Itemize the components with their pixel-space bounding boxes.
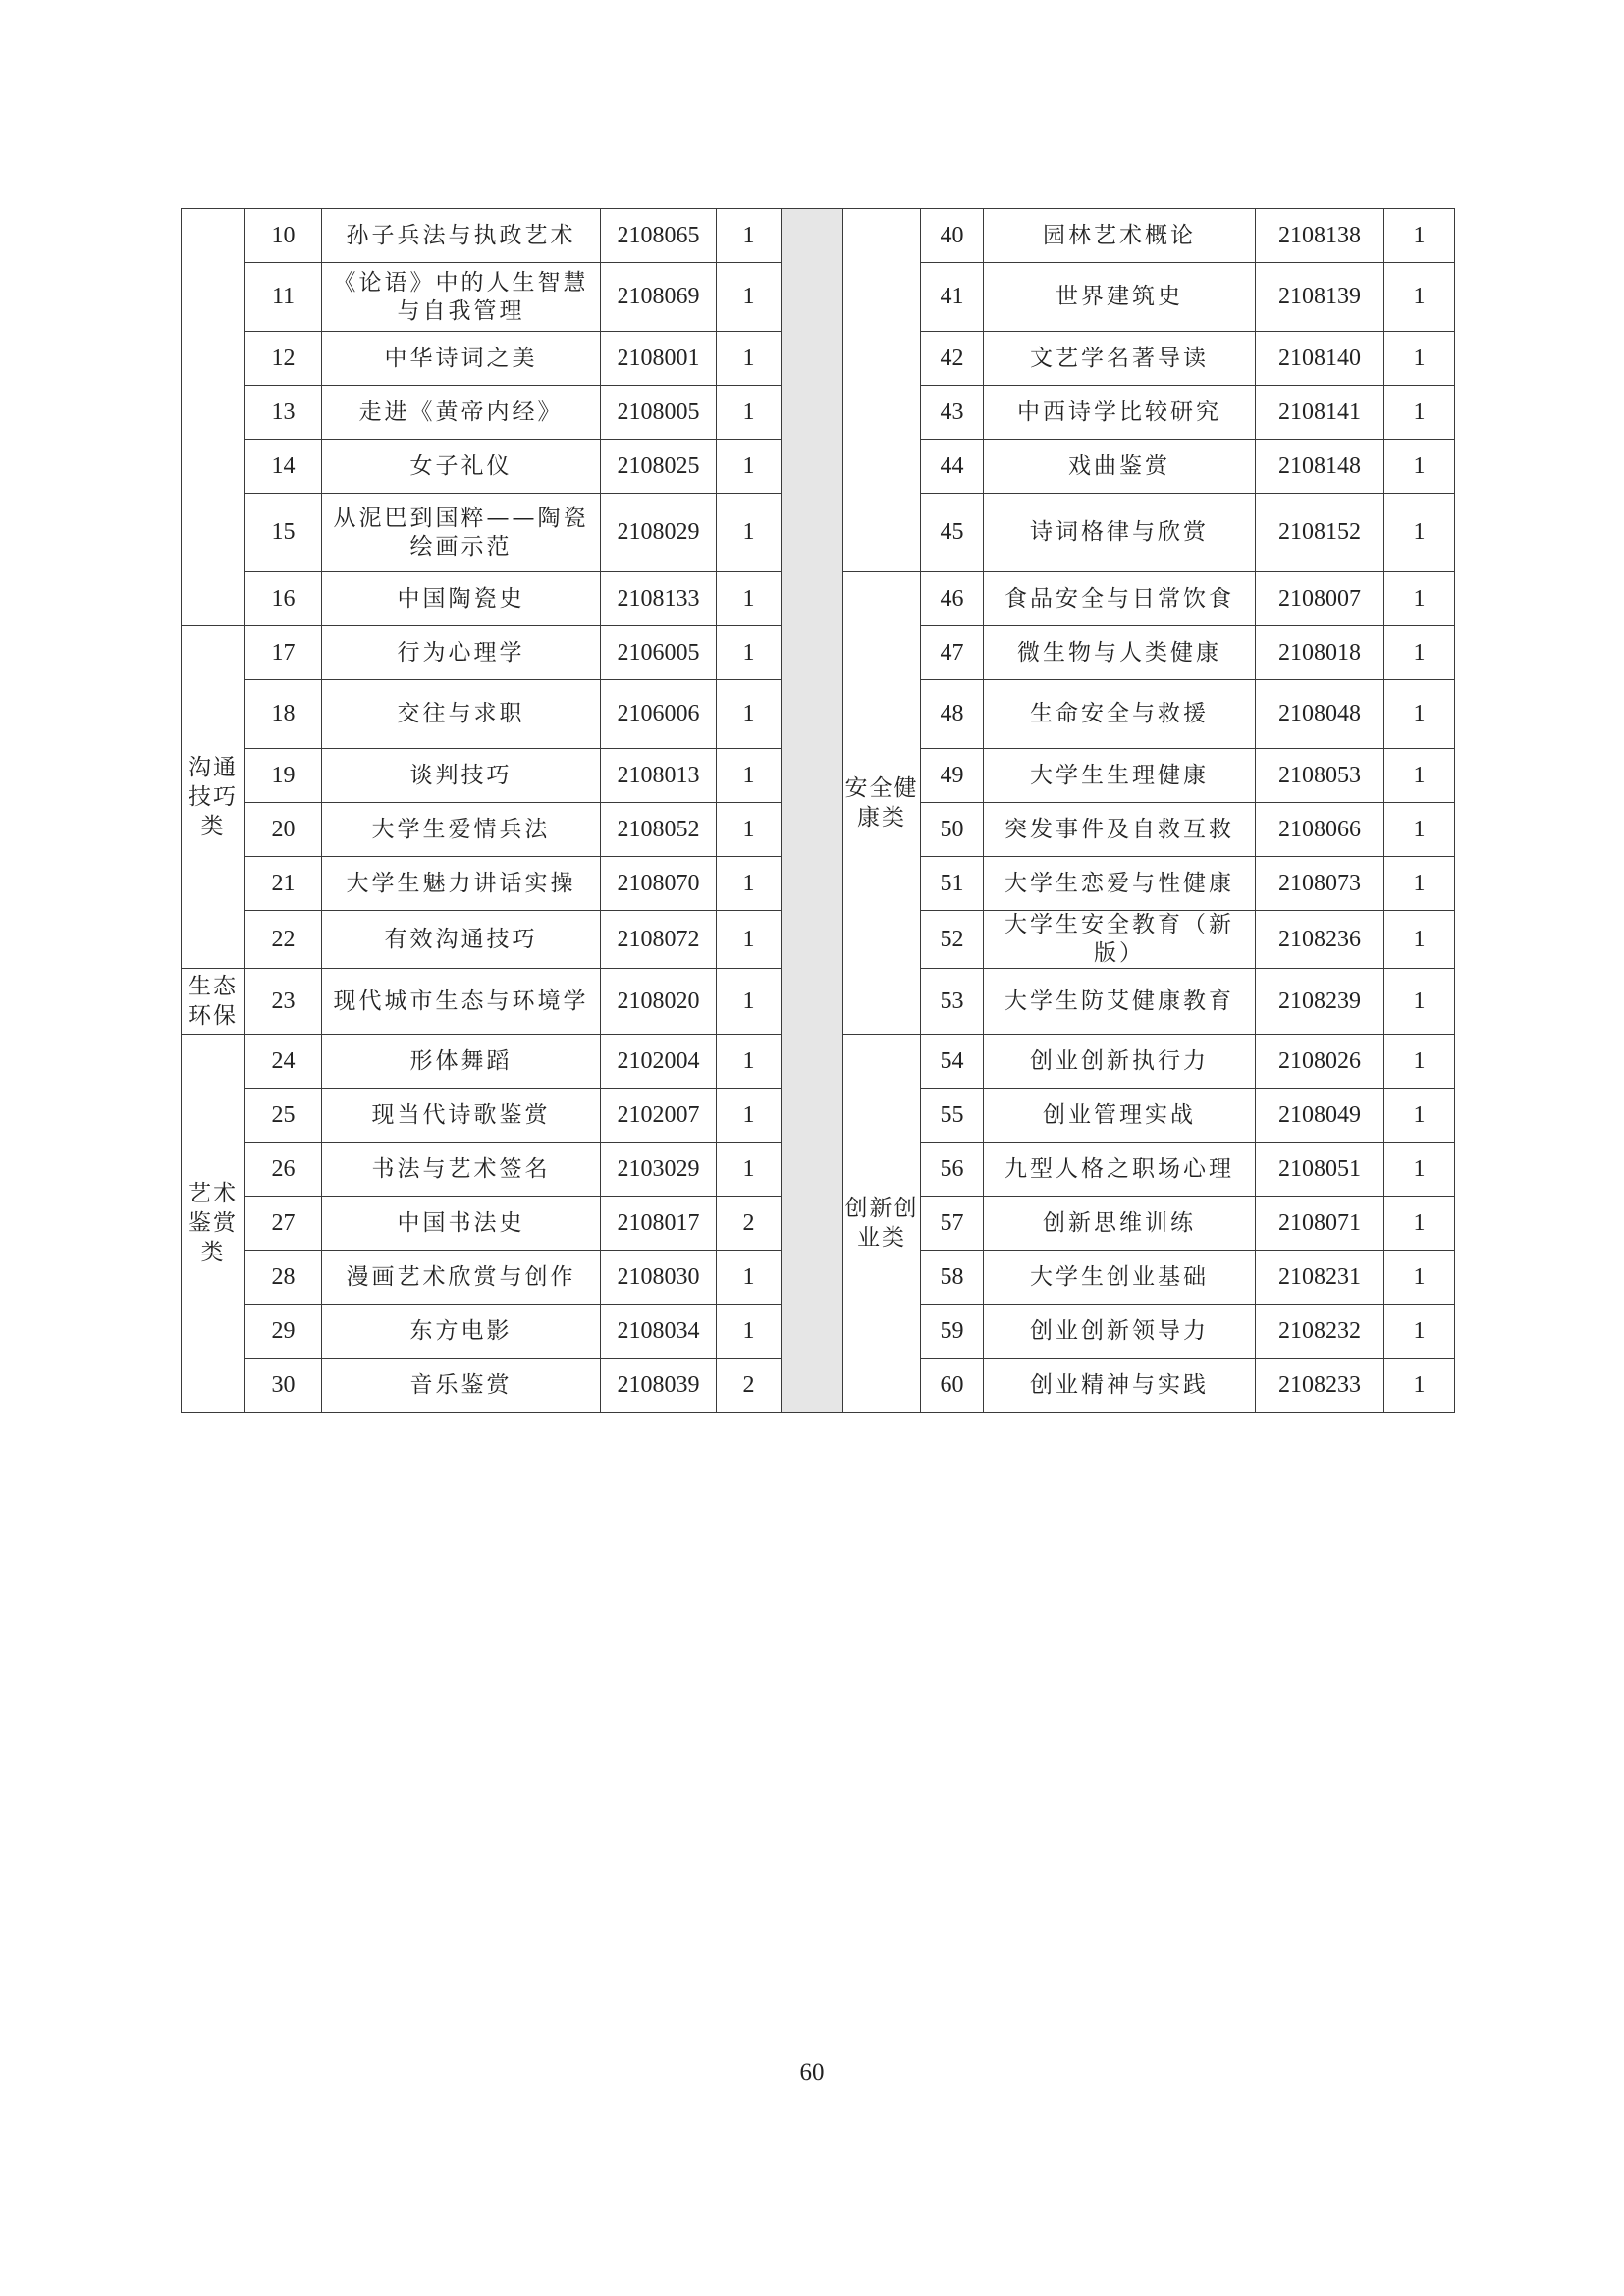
right-course-number: 57	[921, 1197, 984, 1251]
right-course-credit: 1	[1384, 440, 1455, 494]
right-course-code: 2108073	[1256, 857, 1384, 911]
right-course-number: 55	[921, 1089, 984, 1143]
left-course-code: 2108005	[601, 386, 717, 440]
right-course-code: 2108140	[1256, 332, 1384, 386]
right-course-credit: 1	[1384, 494, 1455, 572]
left-course-number: 11	[245, 263, 322, 332]
left-course-credit: 2	[717, 1197, 782, 1251]
right-course-name: 突发事件及自救互救	[984, 803, 1256, 857]
category-communication: 沟通技巧类	[182, 626, 245, 969]
left-course-number: 13	[245, 386, 322, 440]
right-course-credit: 1	[1384, 803, 1455, 857]
right-course-name: 大学生防艾健康教育	[984, 969, 1256, 1035]
left-course-name: 交往与求职	[322, 680, 601, 749]
right-course-name: 创业创新执行力	[984, 1035, 1256, 1089]
category-safety-health: 安全健康类	[843, 572, 921, 1035]
right-course-code: 2108007	[1256, 572, 1384, 626]
left-course-code: 2108070	[601, 857, 717, 911]
left-course-code: 2108065	[601, 209, 717, 263]
left-course-name: 谈判技巧	[322, 749, 601, 803]
left-course-credit: 1	[717, 386, 782, 440]
left-course-credit: 1	[717, 209, 782, 263]
right-course-number: 50	[921, 803, 984, 857]
left-course-code: 2108034	[601, 1305, 717, 1359]
right-course-code: 2108018	[1256, 626, 1384, 680]
right-course-number: 60	[921, 1359, 984, 1413]
left-course-code: 2108069	[601, 263, 717, 332]
left-course-credit: 1	[717, 626, 782, 680]
right-course-code: 2108239	[1256, 969, 1384, 1035]
category-art: 艺术鉴赏类	[182, 1035, 245, 1413]
right-course-credit: 1	[1384, 209, 1455, 263]
left-course-name: 从泥巴到国粹——陶瓷绘画示范	[322, 494, 601, 572]
right-course-name: 文艺学名著导读	[984, 332, 1256, 386]
right-course-name: 大学生安全教育（新版）	[984, 911, 1256, 969]
right-course-code: 2108233	[1256, 1359, 1384, 1413]
left-course-number: 22	[245, 911, 322, 969]
left-course-number: 30	[245, 1359, 322, 1413]
left-course-number: 18	[245, 680, 322, 749]
left-course-code: 2108017	[601, 1197, 717, 1251]
left-course-name: 中国陶瓷史	[322, 572, 601, 626]
right-course-credit: 1	[1384, 263, 1455, 332]
left-course-code: 2108039	[601, 1359, 717, 1413]
right-course-name: 大学生生理健康	[984, 749, 1256, 803]
right-course-credit: 1	[1384, 911, 1455, 969]
left-course-name: 形体舞蹈	[322, 1035, 601, 1089]
left-course-credit: 1	[717, 440, 782, 494]
left-course-credit: 1	[717, 572, 782, 626]
right-course-number: 56	[921, 1143, 984, 1197]
right-course-number: 51	[921, 857, 984, 911]
left-course-number: 20	[245, 803, 322, 857]
left-course-name: 大学生爱情兵法	[322, 803, 601, 857]
left-course-code: 2102004	[601, 1035, 717, 1089]
right-course-name: 生命安全与救援	[984, 680, 1256, 749]
right-course-number: 41	[921, 263, 984, 332]
left-course-number: 12	[245, 332, 322, 386]
left-course-number: 24	[245, 1035, 322, 1089]
right-course-number: 52	[921, 911, 984, 969]
right-course-name: 创业创新领导力	[984, 1305, 1256, 1359]
right-course-credit: 1	[1384, 386, 1455, 440]
left-course-credit: 1	[717, 911, 782, 969]
right-course-credit: 1	[1384, 969, 1455, 1035]
right-course-number: 43	[921, 386, 984, 440]
left-course-code: 2103029	[601, 1143, 717, 1197]
right-course-number: 58	[921, 1251, 984, 1305]
left-course-code: 2106006	[601, 680, 717, 749]
right-course-name: 世界建筑史	[984, 263, 1256, 332]
right-course-number: 46	[921, 572, 984, 626]
left-course-name: 现当代诗歌鉴赏	[322, 1089, 601, 1143]
left-course-credit: 1	[717, 857, 782, 911]
right-course-number: 40	[921, 209, 984, 263]
left-course-code: 2108020	[601, 969, 717, 1035]
left-course-code: 2108072	[601, 911, 717, 969]
right-course-code: 2108066	[1256, 803, 1384, 857]
left-course-name: 音乐鉴赏	[322, 1359, 601, 1413]
left-course-number: 17	[245, 626, 322, 680]
right-course-credit: 1	[1384, 332, 1455, 386]
right-course-number: 59	[921, 1305, 984, 1359]
left-course-credit: 1	[717, 1035, 782, 1089]
right-course-code: 2108026	[1256, 1035, 1384, 1089]
right-course-code: 2108236	[1256, 911, 1384, 969]
right-course-code: 2108141	[1256, 386, 1384, 440]
right-course-name: 大学生恋爱与性健康	[984, 857, 1256, 911]
right-course-credit: 1	[1384, 1089, 1455, 1143]
right-course-code: 2108138	[1256, 209, 1384, 263]
left-course-code: 2108001	[601, 332, 717, 386]
right-course-code: 2108051	[1256, 1143, 1384, 1197]
right-course-name: 中西诗学比较研究	[984, 386, 1256, 440]
right-course-number: 48	[921, 680, 984, 749]
right-course-name: 园林艺术概论	[984, 209, 1256, 263]
right-course-credit: 1	[1384, 1035, 1455, 1089]
left-course-credit: 1	[717, 263, 782, 332]
left-course-credit: 1	[717, 1143, 782, 1197]
left-course-credit: 1	[717, 1089, 782, 1143]
left-course-name: 现代城市生态与环境学	[322, 969, 601, 1035]
right-course-credit: 1	[1384, 749, 1455, 803]
left-course-number: 10	[245, 209, 322, 263]
right-category-cell-blank	[843, 209, 921, 572]
right-course-name: 微生物与人类健康	[984, 626, 1256, 680]
left-course-name: 漫画艺术欣赏与创作	[322, 1251, 601, 1305]
right-course-credit: 1	[1384, 572, 1455, 626]
left-course-name: 行为心理学	[322, 626, 601, 680]
left-course-name: 中国书法史	[322, 1197, 601, 1251]
right-course-credit: 1	[1384, 1251, 1455, 1305]
right-course-name: 创业管理实战	[984, 1089, 1256, 1143]
right-course-code: 2108139	[1256, 263, 1384, 332]
left-course-code: 2106005	[601, 626, 717, 680]
left-course-credit: 1	[717, 332, 782, 386]
shaded-separator-column	[782, 209, 843, 1413]
right-course-name: 戏曲鉴赏	[984, 440, 1256, 494]
right-course-code: 2108071	[1256, 1197, 1384, 1251]
left-course-number: 26	[245, 1143, 322, 1197]
right-course-code: 2108148	[1256, 440, 1384, 494]
right-course-number: 47	[921, 626, 984, 680]
left-course-credit: 1	[717, 1251, 782, 1305]
category-innovation: 创新创业类	[843, 1035, 921, 1413]
left-course-name: 《论语》中的人生智慧与自我管理	[322, 263, 601, 332]
left-course-name: 书法与艺术签名	[322, 1143, 601, 1197]
right-course-number: 42	[921, 332, 984, 386]
left-course-number: 15	[245, 494, 322, 572]
right-course-name: 大学生创业基础	[984, 1251, 1256, 1305]
right-course-code: 2108232	[1256, 1305, 1384, 1359]
left-course-credit: 1	[717, 969, 782, 1035]
left-course-number: 19	[245, 749, 322, 803]
left-course-number: 23	[245, 969, 322, 1035]
left-course-code: 2108029	[601, 494, 717, 572]
right-course-credit: 1	[1384, 1197, 1455, 1251]
table-row	[182, 209, 1455, 263]
right-course-name: 九型人格之职场心理	[984, 1143, 1256, 1197]
left-course-number: 21	[245, 857, 322, 911]
right-course-name: 诗词格律与欣赏	[984, 494, 1256, 572]
left-course-code: 2108052	[601, 803, 717, 857]
right-course-name: 食品安全与日常饮食	[984, 572, 1256, 626]
left-course-code: 2102007	[601, 1089, 717, 1143]
left-course-number: 27	[245, 1197, 322, 1251]
left-course-number: 16	[245, 572, 322, 626]
left-course-code: 2108025	[601, 440, 717, 494]
left-course-code: 2108030	[601, 1251, 717, 1305]
course-table	[181, 208, 1455, 1413]
left-course-name: 女子礼仪	[322, 440, 601, 494]
right-course-number: 49	[921, 749, 984, 803]
left-course-name: 走进《黄帝内经》	[322, 386, 601, 440]
right-course-name: 创新思维训练	[984, 1197, 1256, 1251]
right-course-credit: 1	[1384, 857, 1455, 911]
left-course-name: 东方电影	[322, 1305, 601, 1359]
right-course-credit: 1	[1384, 1305, 1455, 1359]
right-course-number: 45	[921, 494, 984, 572]
right-course-credit: 1	[1384, 1143, 1455, 1197]
left-course-name: 中华诗词之美	[322, 332, 601, 386]
left-course-number: 29	[245, 1305, 322, 1359]
right-course-credit: 1	[1384, 626, 1455, 680]
left-course-code: 2108013	[601, 749, 717, 803]
right-course-code: 2108048	[1256, 680, 1384, 749]
left-course-credit: 1	[717, 749, 782, 803]
right-course-code: 2108231	[1256, 1251, 1384, 1305]
category-ecology: 生态环保	[182, 969, 245, 1035]
right-course-number: 53	[921, 969, 984, 1035]
right-course-name: 创业精神与实践	[984, 1359, 1256, 1413]
right-course-code: 2108053	[1256, 749, 1384, 803]
left-course-credit: 1	[717, 803, 782, 857]
right-course-number: 54	[921, 1035, 984, 1089]
right-course-credit: 1	[1384, 1359, 1455, 1413]
right-course-code: 2108152	[1256, 494, 1384, 572]
right-course-credit: 1	[1384, 680, 1455, 749]
left-course-name: 孙子兵法与执政艺术	[322, 209, 601, 263]
right-course-number: 44	[921, 440, 984, 494]
left-course-credit: 2	[717, 1359, 782, 1413]
left-course-credit: 1	[717, 680, 782, 749]
left-course-number: 25	[245, 1089, 322, 1143]
left-course-credit: 1	[717, 494, 782, 572]
left-course-credit: 1	[717, 1305, 782, 1359]
page-number: 60	[799, 2059, 825, 2086]
left-course-name: 有效沟通技巧	[322, 911, 601, 969]
left-course-number: 28	[245, 1251, 322, 1305]
left-category-cell-blank	[182, 209, 245, 626]
left-course-name: 大学生魅力讲话实操	[322, 857, 601, 911]
left-course-number: 14	[245, 440, 322, 494]
left-course-code: 2108133	[601, 572, 717, 626]
right-course-code: 2108049	[1256, 1089, 1384, 1143]
